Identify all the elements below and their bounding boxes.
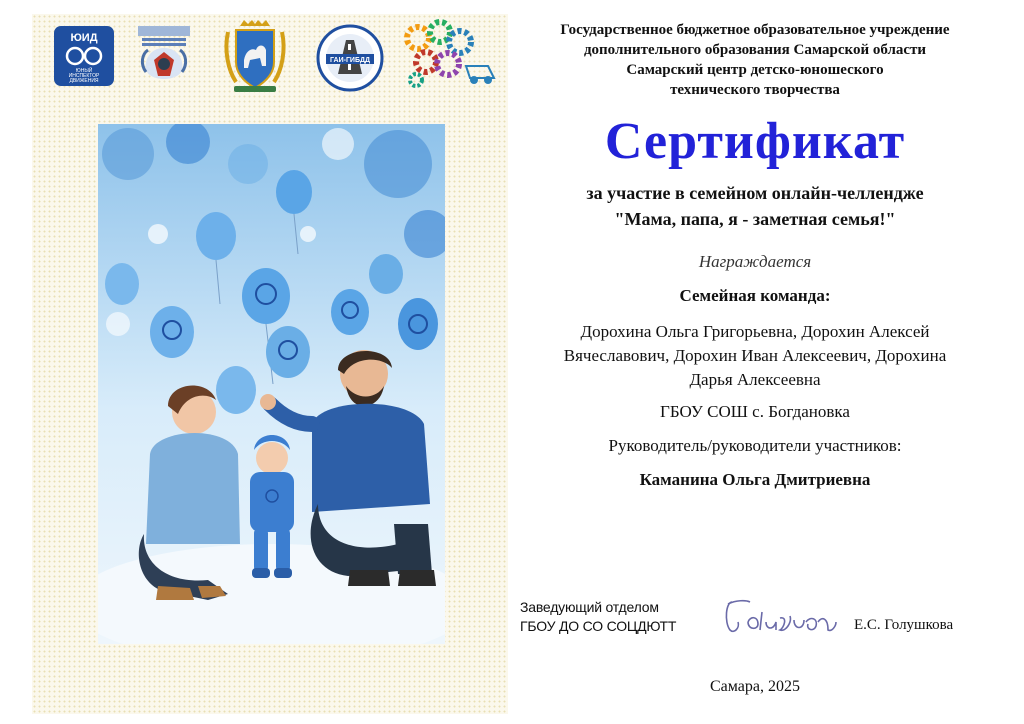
svg-text:ГАИ-ГИБДД: ГАИ-ГИБДД	[330, 57, 370, 64]
samara-coat-of-arms-icon	[222, 20, 288, 94]
svg-text:ЮИД: ЮИД	[70, 32, 98, 44]
subtitle-line-1: за участие в семейном онлайн-челлендже	[586, 183, 924, 203]
city-and-year: Самара, 2025	[710, 678, 800, 695]
certificate-title: Сертификат	[604, 113, 906, 170]
organization-line: Государственное бюджетное образовательное учреждение	[560, 22, 950, 38]
svg-text:ДВИЖЕНИЯ: ДВИЖЕНИЯ	[69, 78, 99, 84]
school-name: ГБОУ СОШ с. Богдановка	[660, 402, 850, 421]
logos-row	[54, 18, 504, 98]
leader-name: Каманина Ольга Дмитриевна	[639, 470, 871, 489]
certificate-subtitle	[520, 180, 990, 232]
gai-gibdd-logo	[316, 24, 384, 92]
gears-emblem-icon	[402, 18, 498, 90]
institution-emblem-icon	[132, 24, 196, 88]
signatory-name: Е.С. Голушкова	[854, 617, 954, 633]
signatory-position-line-2: ГБОУ ДО СО СОЦДЮТТ	[520, 618, 677, 634]
signatory-position	[520, 598, 676, 636]
awarded-label: Награждается	[698, 252, 812, 271]
family-balloons-illustration	[98, 124, 445, 644]
svg-text:ИНСПЕКТОР: ИНСПЕКТОР	[68, 73, 100, 79]
leader-label: Руководитель/руководители участников:	[608, 436, 902, 455]
subtitle-line-2: "Мама, папа, я - заметная семья!"	[614, 209, 896, 229]
organization-line: Самарский центр детско-юношеского	[626, 62, 884, 78]
organization-line: технического творчества	[670, 82, 840, 98]
team-members: Дорохина Ольга Григорьевна, Дорохин Алексей Вячеславович, Дорохин Иван Алексеевич, Дорохина Дарья Алексеевна	[563, 322, 947, 389]
team-label: Семейная команда:	[679, 286, 831, 305]
uid-logo	[54, 26, 114, 86]
organization-name	[520, 20, 990, 100]
organization-line: дополнительного образования Самарской области	[583, 42, 927, 58]
handwritten-signature	[718, 592, 838, 640]
svg-text:ЮНЫЙ: ЮНЫЙ	[75, 68, 93, 74]
signatory-position-line-1: Заведующий отделом	[520, 599, 659, 615]
